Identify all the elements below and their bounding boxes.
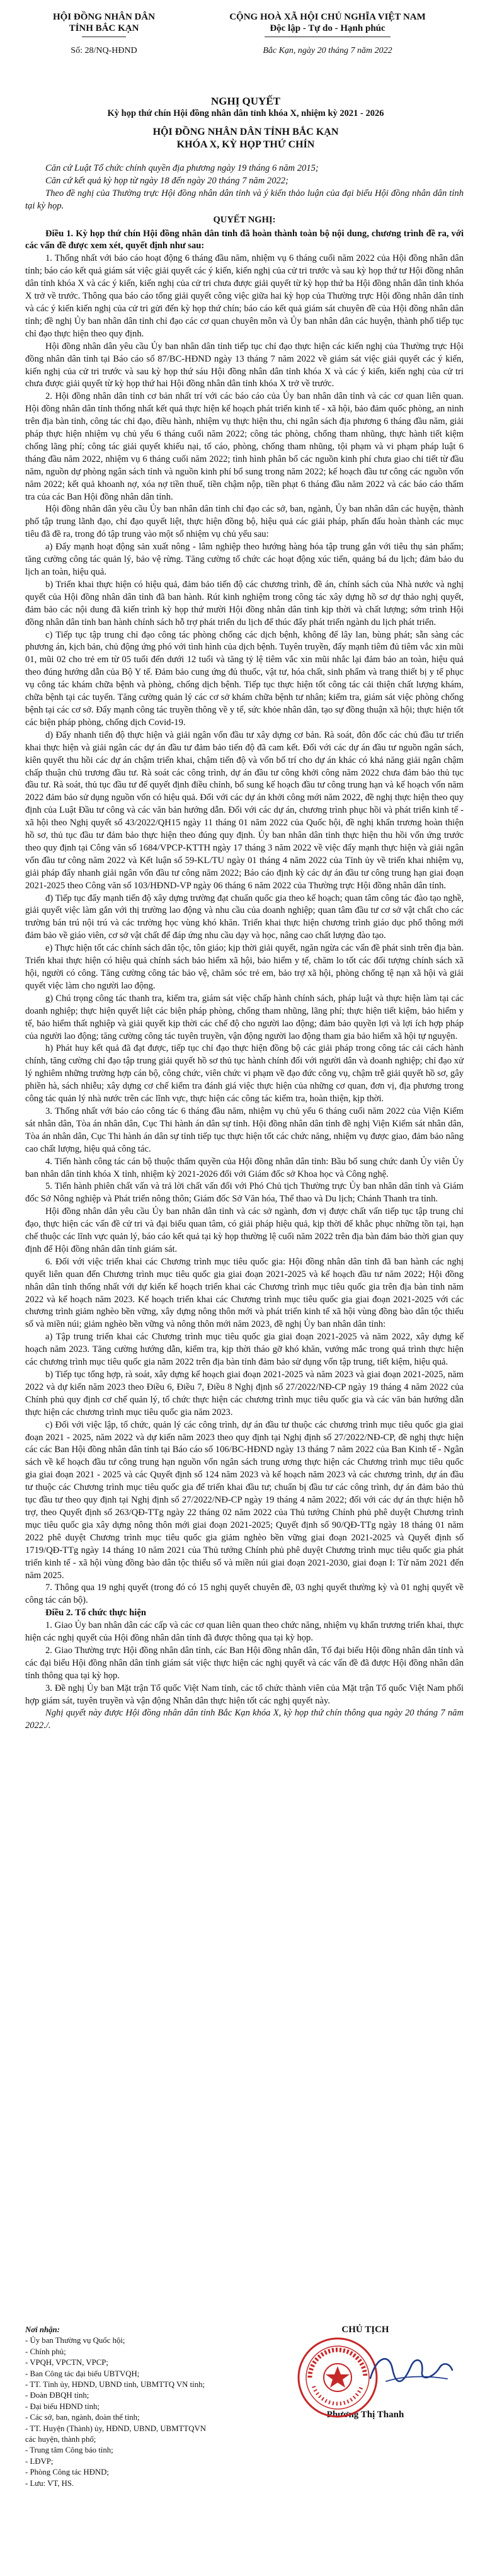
issuer-name-line2: TỈNH BẮC KẠN (69, 23, 139, 33)
document-body (25, 163, 464, 1732)
body-paragraph: Điều 2. Tổ chức thực hiện (45, 1608, 146, 1618)
body-paragraph: 1. Giao Ủy ban nhân dân các cấp và các cơ quan liên quan theo chức năng, nhiệm vụ khẩn trương triển khai, thực hiện các nghị quyết của Hội đồng nhân dân tỉnh đã được thông qua tại kỳ họp. (25, 1620, 464, 1644)
document-number: Số: 28/NQ-HĐND (71, 46, 137, 55)
recipients-label: Nơi nhận: (25, 2325, 60, 2334)
body-paragraph: 5. Tiến hành phiên chất vấn và trả lời chất vấn đối với Phó Chủ tịch Thường trực Ủy ban nhân dân tỉnh và Giám đốc Sở Nông nghiệp và Phát triển nông thôn; Giám đốc Sở Văn hóa, Thể thao và Du lịch; Chánh Thanh tra tỉnh. (25, 1181, 464, 1205)
recipient-item: - VPQH, VPCTN, VPCP; (25, 2358, 108, 2367)
preamble-line: Căn cứ Luật Tổ chức chính quyền địa phương ngày 19 tháng 6 năm 2015; (45, 163, 319, 173)
body-paragraph: Hội đồng nhân dân yêu cầu Ủy ban nhân dân tỉnh chỉ đạo các sở, ban, ngành, Ủy ban nhân dân các huyện, thành phố tập trung lãnh đạo, chỉ đạo quyết liệt, thực hiện đồng bộ, hiệu quả các giải pháp, phấn đấu hoàn thành các mục tiêu đã đề ra, trong đó tập trung vào một số nhiệm vụ chủ yếu sau: (25, 504, 464, 540)
recipient-item: - Phòng Công tác HĐND; (25, 2468, 109, 2477)
recipient-item: - Chính phủ; (25, 2347, 66, 2356)
body-paragraph: Hội đồng nhân dân yêu cầu Ủy ban nhân dân tỉnh và các sở ngành, đơn vị được chất vấn tiếp tục tập trung chỉ đạo, thực hiện các vấn đề cử tri và đại biểu quan tâm, có giải pháp hiệu quả, kịp thời để khắc phục những tồn tại, hạn chế thuộc các lĩnh vực quản lý, báo cáo kết quả tại kỳ họp thường lệ cuối năm 2022 trên địa bàn đảm bảo thời gian quy định để Hội đồng nhân dân tỉnh giám sát. (25, 1206, 464, 1254)
national-motto: Độc lập - Tự do - Hạnh phúc (270, 23, 385, 33)
body-paragraph: 1. Thống nhất với báo cáo hoạt động 6 tháng đầu năm, nhiệm vụ 6 tháng cuối năm 2022 của Hội đồng nhân dân tỉnh; báo cáo kết quả giám sát việc giải quyết các ý kiến, kiến nghị của cử tri trước và sau kỳ họp thứ tư Hội đồng nhân dân tỉnh khóa X và các ý kiến, kiến nghị của cử tri chưa được giải quyết từ kỳ họp thứ ba Hội đồng nhân dân tỉnh khóa X trở về trước. Thông qua báo cáo tổng giải quyết công việc giữa hai kỳ họp của Thường trực Hội đồng nhân dân tỉnh và các ý kiến kiến nghị của cử tri gửi đến kỳ họp thứ chín; báo cáo kết quả giám sát chuyên đề của Hội đồng nhân dân tỉnh; đề nghị Ủy ban nhân dân tỉnh chỉ đạo các cơ quan chuyên môn và Ủy ban nhân dân các huyện, thành phố tiếp tục chỉ đạo thực hiện theo quy định. (25, 253, 464, 339)
recipient-item: - Trung tâm Công báo tỉnh; (25, 2446, 113, 2455)
national-header (189, 11, 466, 56)
recipient-item: - LĐVP; (25, 2456, 54, 2466)
body-paragraph: h) Phát huy kết quả đã đạt được, tiếp tục chỉ đạo thực hiện đồng bộ các giải pháp trong công tác cải cách hành chính, tăng cường chỉ đạo tập trung giải quyết hồ sơ thủ tục hành chính đối với người dân và doanh nghiệp; chỉ đạo xử lý nghiêm những trường hợp cán bộ, công chức, viên chức vi phạm về đạo đức công vụ, chậm trễ giải quyết hồ sơ, gây phiền hà, sách nhiễu; xây dựng cơ chế kiểm tra đánh giá việc thực hiện của những cơ quan, đơn vị, địa phương trong công tác quản lý nhà nước trên các lĩnh vực, thực hiện các công tác kiểm tra, hoàn thiện, kịp thời. (25, 1043, 464, 1104)
issuer-block (25, 11, 183, 56)
body-paragraph: Nghị quyết này được Hội đồng nhân dân tỉnh Bắc Kạn khóa X, kỳ họp thứ chín thông qua ngày 20 tháng 7 năm 2022./. (25, 1708, 464, 1731)
body-paragraph: d) Đẩy nhanh tiến độ thực hiện và giải ngân vốn đầu tư xây dựng cơ bản. Rà soát, đôn đốc các chủ đầu tư triển khai thực hiện và giải ngân các dự án đầu tư đảm bảo tiến độ đã cam kết. Đối với các dự án đầu tư nguồn ngân sách, kiên quyết thu hồi các dự án chậm triển khai, chậm tiến độ và vốn bố trí cho dự án khác có khả năng giải ngân chậm chấp thuận chủ trương đầu tư. Rà soát các công trình, dự án đầu tư công khởi công năm 2022 chưa đảm bảo thủ tục đầu tư. Rà soát, thủ tục đầu tư để quyết định điều chỉnh, bổ sung kế hoạch đầu tư công trung hạn và kế hoạch vốn năm 2022 đảm bảo sử dụng nguồn vốn có hiệu quả. Đối với các dự án khởi công mới năm 2022, đề nghị thực hiện theo quy định của Luật Đầu tư công và các văn bản hướng dẫn. Đối với các dự án, chương trình phục hồi và phát triển kinh tế - xã hội theo Nghị quyết số 43/2022/QH15 ngày 11 tháng 01 năm 2022 của Quốc hội, đề nghị khẩn trương hoàn thiện hồ sơ, thủ tục đầu tư đảm bảo thực hiện theo đúng quy định. Ủy ban nhân dân tỉnh thực hiện thu hồi vốn ứng trước theo quy định tại Công văn số 1684/VPCP-KTTH ngày 17 tháng 3 năm 2022 về việc đẩy mạnh thực hiện và giải ngân vốn đầu tư công năm 2022 và Kết luận số 59-KL/TU ngày 01 tháng 4 năm 2022 của Tỉnh ủy về triển khai nhiệm vụ, giải pháp đẩy nhanh giải ngân vốn đầu tư công năm 2022; Báo cáo định kỳ các dự án đầu tư công trung hạn giai đoạn 2021-2025 theo Công văn số 103/HĐND-VP ngày 06 tháng 6 năm 2022 của Thường trực Hội đồng nhân dân tỉnh. (25, 730, 464, 891)
body-paragraph: 2. Hội đồng nhân dân tỉnh cơ bản nhất trí với các báo cáo của Ủy ban nhân dân tỉnh và các cơ quan liên quan. Hội đồng nhân dân tỉnh thống nhất kết quả thực hiện kế hoạch phát triển kinh tế - xã hội, bảo đảm quốc phòng, an ninh trên địa bàn tỉnh, công tác chỉ đạo, điều hành, nhiệm vụ thực hiện thu, chi ngân sách địa phương 6 tháng đầu năm, giải pháp thực hiện nhiệm vụ chủ yếu 6 tháng cuối năm 2022; công tác phòng, chống tham nhũng, thực hành tiết kiệm chống lãng phí; công tác giải quyết khiếu nại, tố cáo, phòng, chống tham nhũng, tội phạm và vi phạm pháp luật 6 tháng đầu năm 2022, nhiệm vụ 6 tháng cuối năm 2022; tình hình phân bổ các nguồn kinh phí chưa giao chi tiết từ đầu năm, nguồn dự phòng ngân sách tỉnh và nguồn kinh phí bổ sung trong năm 2022; kế hoạch đầu tư công các nguồn vốn năm 2022; kết quả khoanh nợ, xóa nợ tiền thuế, tiền chậm nộp, tiền phạt 6 tháng đầu năm 2022 và các báo cáo thẩm tra của các Ban Hội đồng nhân dân tỉnh. (25, 391, 464, 502)
body-paragraph: a) Đẩy mạnh hoạt động sản xuất nông - lâm nghiệp theo hướng hàng hóa tập trung gắn với tiêu thụ sản phẩm; tăng cường công tác quản lý, bảo vệ rừng. Tăng cường tổ chức các hoạt động xúc tiến, quảng bá du lịch; đảm bảo du lịch an toàn, hiệu quả. (25, 542, 464, 577)
body-paragraph: 2. Giao Thường trực Hội đồng nhân dân tỉnh, các Ban Hội đồng nhân dân, Tổ đại biểu Hội đồng nhân dân tỉnh và các đại biểu Hội đồng nhân dân tỉnh giám sát việc thực hiện các nghị quyết và các vấn đề đã được Hội đồng nhân dân tỉnh thông qua tại kỳ họp. (25, 1645, 464, 1681)
preamble-line: Căn cứ kết quả kỳ họp từ ngày 18 đến ngày 20 tháng 7 năm 2022; (45, 175, 288, 186)
recipient-item: - Đại biểu HĐND tỉnh; (25, 2401, 100, 2411)
document-subject: Kỳ họp thứ chín Hội đồng nhân dân tỉnh khóa X, nhiệm kỳ 2021 - 2026 (107, 108, 384, 118)
body-paragraph: 3. Đề nghị Ủy ban Mặt trận Tổ quốc Việt Nam tỉnh, các tổ chức thành viên của Mặt trận Tổ quốc Việt Nam phối hợp giám sát, tuyên truyền và vận động Nhân dân thực hiện tốt các nghị quyết này. (25, 1683, 464, 1706)
issuing-body-line1: HỘI ĐỒNG NHÂN DÂN TỈNH BẮC KẠN (152, 127, 339, 137)
handwritten-signature-icon (364, 2344, 459, 2394)
signer-role: CHỦ TỊCH (341, 2325, 389, 2335)
nation-name: CỘNG HOÀ XÃ HỘI CHỦ NGHĨA VIỆT NAM (229, 12, 426, 22)
body-paragraph: b) Tiếp tục tổng hợp, rà soát, xây dựng kế hoạch giai đoạn 2021-2025 và năm 2023 và giai đoạn 2021-2025, năm 2022 và dự kiến năm 2023 theo Điều 6, Điều 7, Điều 8 Nghị định số 27/2022/NĐ-CP ngày 19 tháng 4 năm 2022 của Chính phủ quy định cơ chế quản lý, tổ chức thực hiện các chương trình mục tiêu quốc gia và các văn bản hướng dẫn thực hiện các chương trình mục tiêu quốc gia năm 2023. (25, 1370, 464, 1417)
body-paragraph: 7. Thông qua 19 nghị quyết (trong đó có 15 nghị quyết chuyên đề, 03 nghị quyết thường kỳ và 01 nghị quyết về công tác cán bộ). (25, 1583, 464, 1606)
recipient-item: - Lưu: VT, HS. (25, 2478, 74, 2488)
recipient-item: - Ủy ban Thường vụ Quốc hội; (25, 2336, 125, 2345)
issuing-body-line2: KHÓA X, KỲ HỌP THỨ CHÍN (176, 139, 315, 150)
signature-section (0, 2325, 485, 2564)
body-paragraph: Hội đồng nhân dân yêu cầu Ủy ban nhân dân tỉnh tiếp tục chỉ đạo thực hiện các kiến nghị của Thường trực Hội đồng nhân dân tỉnh tại Báo cáo số 87/BC-HĐND ngày 13 tháng 7 năm 2022 về giám sát việc giải quyết các ý kiến, kiến nghị của cử tri trước và sau kỳ họp thứ sáu Hội đồng nhân dân tỉnh khóa X và các ý kiến, kiến nghị của cử tri chưa được giải quyết từ kỳ họp thứ hai Hội đồng nhân dân tỉnh khóa X trở về trước. (25, 341, 464, 389)
title-block (25, 94, 466, 151)
recipient-item: - Ban Công tác đại biểu UBTVQH; (25, 2369, 140, 2378)
place-date: Bắc Kạn, ngày 20 tháng 7 năm 2022 (263, 46, 392, 55)
preamble-line: Theo đề nghị của Thường trực Hội đồng nhân dân tỉnh và ý kiến thảo luận của đại biểu Hội đồng nhân dân tỉnh tại kỳ họp. (25, 188, 464, 211)
paragraph-list (25, 228, 464, 1733)
document-type: NGHỊ QUYẾT (210, 95, 281, 107)
recipient-item: - Đoàn ĐBQH tỉnh; (25, 2391, 89, 2400)
signer-block (271, 2325, 460, 2420)
body-paragraph: đ) Tiếp tục đẩy mạnh tiến độ xây dựng trường đạt chuẩn quốc gia theo kế hoạch; quan tâm công tác đào tạo nghề, giải quyết việc làm gắn với thị trường lao động và nhu cầu của doanh nghiệp; quan tâm đầu tư cơ sở vật chất cho các trường bán trú nội trú và các trường học vùng khó khăn. Triển khai thực hiện chương trình giáo dục phổ thông mới đảm bảo về giáo viên, cơ sở vật chất để đáp ứng nhu cầu dạy và học, nâng cao chất lượng đào tạo. (25, 893, 464, 941)
recipient-item: - TT. Huyện (Thành) ủy, HĐND, UBND, UBMTTQVN các huyện, thành phố; (25, 2424, 206, 2444)
document-header (0, 11, 485, 87)
issuer-name-line1: HỘI ĐỒNG NHÂN DÂN (52, 12, 156, 22)
recipient-item: - TT. Tỉnh ủy, HĐND, UBND tỉnh, UBMTTQ VN tỉnh; (25, 2380, 205, 2390)
body-paragraph: 6. Đối với việc triển khai các Chương trình mục tiêu quốc gia: Hội đồng nhân dân tỉnh đã ban hành các nghị quyết liên quan đến Chương trình mục tiêu quốc gia giai đoạn 2021-2025 và kế hoạch đầu tư năm 2022; Hội đồng nhân dân tỉnh thống nhất với dự kiến kế hoạch triển khai các Chương trình mục tiêu quốc gia trên địa bàn tỉnh năm 2022 và kế hoạch năm 2023. Kế hoạch triển khai các Chương trình mục tiêu quốc gia giai đoạn 2021-2025 với các chương trình giảm nghèo bền vững, xây dựng nông thôn mới và phát triển kinh tế xã hội vùng đồng bào dân tộc thiểu số và miền núi; giảm nghèo bền vững và nông thôn mới năm 2023, đề nghị Ủy ban nhân dân tỉnh: (25, 1256, 464, 1330)
body-paragraph: g) Chú trọng công tác thanh tra, kiểm tra, giám sát việc chấp hành chính sách, pháp luật và thực hiện làm tại các doanh nghiệp; thực hiện quyết liệt các biện pháp phòng, chống tham nhũng, lãng phí; thực hiện tiết kiệm, bảo hiểm y tế, bảo hiểm thất nghiệp và giải quyết kịp thời các chế độ cho người lao động; đảm bảo quyền lợi và lợi ích hợp pháp của người lao động; tăng cường công tác tuyên truyền, vận động người lao động tham gia bảo hiểm xã hội tự nguyện. (25, 993, 464, 1041)
body-paragraph: a) Tập trung triển khai các Chương trình mục tiêu quốc gia giai đoạn 2021-2025 và năm 2022, xây dựng kế hoạch năm 2023. Tăng cường hướng dẫn, kiểm tra, kịp thời tháo gỡ khó khăn, vướng mắc trong quá trình thực hiện các chương trình mục tiêu quốc gia năm 2022 trên địa bàn tỉnh đảm bảo sử dụng vốn tập trung, tiết kiệm, hiệu quả. (25, 1332, 464, 1368)
body-paragraph: 4. Tiến hành công tác cán bộ thuộc thẩm quyền của Hội đồng nhân dân tỉnh: Bầu bổ sung chức danh Ủy viên Ủy ban nhân dân tỉnh khóa X tỉnh, nhiệm kỳ 2021-2026 đối với Giám đốc sở Khoa học và Công nghệ. (25, 1156, 464, 1179)
recipients-list (25, 2325, 208, 2489)
recipient-item: - Các sở, ban, ngành, đoàn thể tỉnh; (25, 2413, 140, 2422)
decides-heading: QUYẾT NGHỊ: (213, 214, 276, 225)
body-paragraph: e) Thực hiện tốt các chính sách dân tộc, tôn giáo; kịp thời giải quyết, ngăn ngừa các vấn đề phát sinh trên địa bàn. Triển khai thực hiện có hiệu quả chính sách bảo hiểm xã hội, bảo hiểm y tế, chăm lo tốt các đối tượng chính sách xã hội, người có công. Tăng cường công tác bảo vệ, chăm sóc trẻ em, bảo trợ xã hội, phòng chống tệ nạn xã hội và giải quyết việc làm cho người lao động. (25, 943, 464, 991)
body-paragraph: c) Tiếp tục tập trung chỉ đạo công tác phòng chống các dịch bệnh, không để lây lan, bùng phát; sẵn sàng các phương án, kịch bản, chủ động ứng phó với tình hình của dịch bệnh. Tuyên truyền, đẩy mạnh tiêm đủ tiêm vắc xin mũi 01, mũi 02 cho trẻ em từ 05 tuổi đến dưới 12 tuổi và tăng tỷ lệ tiêm vắc xin mũi nhắc lại đảm bảo an toàn, hiệu quả theo đúng hướng dẫn của Bộ Y tế. Đảm bảo cung ứng đủ thuốc, vật tư, hóa chất, sinh phẩm và trang thiết bị y tế phục vụ công tác khám chữa bệnh và phòng, chống dịch bệnh. Tiếp tục thực hiện tốt công tác cải thiện chất lượng khám, chữa bệnh tại các tuyến. Tăng cường quản lý các cơ sở khám chữa bệnh tư nhân; kiểm tra, giám sát việc phòng chống bệnh tại các cơ sở. Đẩy mạnh công tác truyền thông về y tế, sức khỏe nhân dân, tạo sự đồng thuận xã hội; thực hiện tốt các biện pháp phòng, chống dịch Covid-19. (25, 629, 464, 728)
body-paragraph: Điều 1. Kỳ họp thứ chín Hội đồng nhân dân tỉnh đã hoàn thành toàn bộ nội dung, chương trình đề ra, với các vấn đề được xem xét, quyết định như sau: (25, 228, 464, 251)
signer-name: Phương Thị Thanh (326, 2410, 404, 2420)
body-paragraph: b) Triển khai thực hiện có hiệu quả, đảm bảo tiến độ các chương trình, đề án, chính sách của Nhà nước và nghị quyết của Hội đồng nhân dân tỉnh đã ban hành. Rút kinh nghiệm trong công tác xây dựng hồ sơ dự thảo nghị quyết, đảm bảo các nội dung đã kiến trình kỳ họp thứ mười Hội đồng nhân dân tỉnh kịp thời và chất lượng; sớm trình Hội đồng nhân dân tỉnh ban hành chính sách hỗ trợ phát triển du lịch để thúc đẩy phát triển ngành du lịch phát triển. (25, 579, 464, 627)
body-paragraph: c) Đối với việc lập, tổ chức, quản lý các công trình, dự án đầu tư thuộc các chương trình mục tiêu quốc gia giai đoạn 2021 - 2025, năm 2022 và dự kiến năm 2023 theo quy định tại Nghị định số 27/2022/NĐ-CP, đề nghị thực hiện các các Ban Hội đồng nhân dân tỉnh tại Báo cáo số 106/BC-HĐND ngày 13 tháng 7 năm 2022 của Ban Kinh tế - Ngân sách về kế hoạch đầu tư công trung hạn nguồn vốn ngân sách trung ương thực hiện các Chương trình mục tiêu quốc gia giai đoạn 2021 - 2025 và các Quyết định số 124 năm 2023 và kế hoạch năm 2023 và các chương trình, dự án đầu tư thuộc các Chương trình mục tiêu quốc gia để triển khai đầu tư; chuẩn bị đầu tư các công trình, dự án đảm bảo thủ tục đầu tư theo quy định tại Nghị định số 27/2022/NĐ-CP ngày 19 tháng 4 năm 2022; đối với các dự án thực hiện hỗ trợ, theo Quyết định số 263/QĐ-TTg ngày 22 tháng 02 năm 2022 của Thủ tướng Chính phủ phê duyệt Chương trình mục tiêu quốc gia xây dựng nông thôn mới giai đoạn 2021-2025; Quyết định số 90/QĐ-TTg ngày 18 tháng 01 năm 2022 phê duyệt Chương trình mục tiêu quốc gia giảm nghèo bền vững giai đoạn 2021-2025 và Quyết định số 1719/QĐ-TTg ngày 14 tháng 10 năm 2021 của Thủ tướng Chính phủ phê duyệt Chương trình mục tiêu quốc gia phát triển kinh tế - xã hội vùng đồng bào dân tộc thiểu số và miền núi giai đoạn 2021-2030, giai đoạn I: Từ năm 2021 đến năm 2025. (25, 1419, 464, 1581)
recipients-items (25, 2335, 208, 2489)
body-paragraph: 3. Thống nhất với báo cáo công tác 6 tháng đầu năm, nhiệm vụ chủ yếu 6 tháng cuối năm 2022 của Viện Kiểm sát nhân dân, Tòa án nhân dân, Cục Thi hành án dân sự tỉnh. Hội đồng nhân dân tỉnh đề nghị Viện Kiểm sát nhân dân, Tòa án nhân dân, Cục Thi hành án dân sự tỉnh tiếp tục thực hiện tốt các chức năng, nhiệm vụ được giao, đảm bảo nâng cao chất lượng, hiệu quả công tác. (25, 1106, 464, 1154)
